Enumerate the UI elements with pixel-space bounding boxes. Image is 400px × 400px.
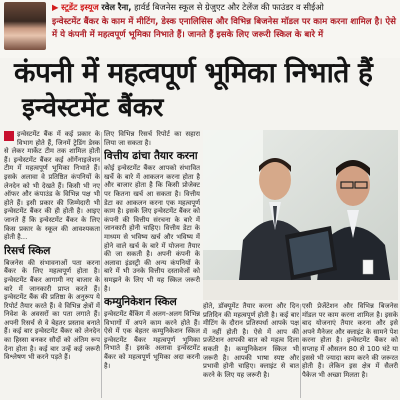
author-photo [4, 2, 46, 50]
article-column-1 [4, 130, 100, 400]
column-1-body: बिजनेस की संभावनाओं पता करना बैंकर के लिए महत्वपूर्ण होता है। इन्वेस्टमेंट बैंकर आगामी नए बाजार के बारे में जानकारी प्राप्त करते हैं। इन्वेस्टमेंट बैंक की प्रतिष्ठा के अनुरूप ये रिपोर्ट तैयार करते हैं। वे विभिन्न क्षेत्रों में निवेश के अवसरों का पता लगाते हैं। अपनी रिसर्च से वे बेहतर प्रस्ताव बनाते हैं। कई बार इन्वेस्टमेंट बैंकर को लेनदेन का हिस्सा बनकर सौदों को अंतिम रूप देना होता है। कई बार उन्हें कई जरूरी विश्लेषण भी करने पड़ते हैं। [4, 258, 100, 362]
byline [52, 2, 396, 12]
section-heading-financial: वित्तीय ढांचा तैयार करना [104, 150, 198, 163]
column-divider [300, 304, 301, 398]
column-2-body: कोई इन्वेस्टमेंट बैंकर आपको संभावित खर्चे के बारे में आकलन करना होता है और बाजार होता है कि किसी प्रोजेक्ट पर कितना खर्च आ सकता है। वित्तीय डेटा का आकलन करना एक महत्वपूर्ण काम है। इसके लिए इन्वेस्टमेंट बैंकर को कंपनी की वित्तीय संरचना के बारे में जानकारी होनी चाहिए। वित्तीय डेटा के माध्यम से भविष्य खर्च और भविष्य में होने वाले खर्च के बारे में योजना तैयार की जा सकती है। अपनी कंपनी के अलावा इंडस्ट्री की अन्य कंपनियों के बारे में भी उनके वित्तीय दस्तावेजों को समझने के लिए भी यह स्किल जरूरी है। [104, 164, 200, 293]
article-photo [203, 130, 398, 300]
column-2-body-2: इन्वेस्टमेंट बैंकिंग में अलग-अलग विभिन्न विभागों में अपने काम करने होते हैं। ऐसे में एक बेहतर कम्युनिकेशन स्किल इन्वेस्टमेंट बैंकर महत्वपूर्ण भूमिका निभाते हैं। इसके अलावा इन्वेस्टमेंट बैंकर को महत्वपूर्ण भूमिका अदा करनी है। [104, 310, 200, 370]
column-divider [101, 132, 102, 398]
column-4-body: एसी प्रेजेंटेशन और विभिन्न बिजनेस मॉडल पर काम करना शामिल है। इसके बाद योजनाएं तैयार करना और इसे अपने मैनेजर और क्लाइंट के सामने पेश करना होता है। इन्वेस्टमेंट बैंकर को सप्ताह में औसतन 80 से 100 घंटे या इससे भी ज्यादा काम करने की जरूरत होती है। लेकिन इस क्षेत्र में सैलरी पैकेज भी अच्छा मिलता है। [302, 302, 398, 379]
arrow-icon: ▶ [52, 2, 59, 12]
headline: कंपनी में महत्वपूर्ण भूमिका निभाते हैं [14, 56, 373, 89]
column-brand: स्टूडेंट इस्यूज [61, 2, 99, 12]
author-role: हार्वर्ड बिजनेस स्कूल से ग्रेजुएट और टेलेंज की फाउंडर व सीईओ [134, 2, 324, 12]
article-column-4 [302, 302, 398, 400]
article-column-2 [104, 130, 200, 400]
subheadline: इन्वेस्टमेंट बैंकर [22, 93, 164, 123]
red-square-icon [4, 131, 14, 141]
column-3-body: होते, डॉक्यूमेंट तैयार करना और दिन प्रतिदिन की महत्वपूर्ण होती है। कई बार मीटिंग के दौरान प्रतिस्पर्धा आपके पक्ष में नहीं होती है। ऐसे में आप की प्रजेंटेशन आपकी बात को महत्व दिला सकती है। कम्युनिकेशन स्किल भी जरूरी है। आपकी भाषा स्पष्ट और प्रभावी होनी चाहिए। क्लाइंट से बात करने के लिए यह जरूरी है। [203, 302, 299, 379]
column-1-lead: इन्वेस्टमेंट बैंक में कई प्रकार के विभाग होते हैं, जिनमें ट्रेडिंग डेस्क से लेकर मार्केट टीम तक शामिल होती हैं। इन्वेस्टमेंट बैंकर कई ऑर्गेनाइजेशन टीम में महत्वपूर्ण भूमिका निभाते हैं। इसके अलावा वे प्रतिष्ठित कंपनियों के लेनदेन को भी देखते हैं। किसी भी नए ऑफर और कंपाउंड के विभिन्न पक्ष भी होते हैं। इसी प्रकार की जिम्मेदारी भी इन्वेस्टमेंट बैंकर की ही होती है। आइए जानते हैं कि इन्वेस्टमेंट बैंकर के लिए किस प्रकार के स्कूल की आवश्यकता होती है... [4, 130, 100, 242]
section-heading-communication: कम्युनिकेशन स्किल [104, 296, 177, 309]
article-column-3 [203, 302, 299, 400]
intro-text: इन्वेस्टमेंट बैंकर के काम में मीटिंग, डेस्क एनालिसिस और विभिन्न बिजनेस मॉडल पर काम करना शामिल है। ऐसे में ये कंपनी में महत्वपूर्ण भूमिका निभाते हैं। जानते हैं इसके लिए जरूरी स्किल के बारे में [52, 17, 396, 40]
column-2-lead: लिए विभिन्न रिसर्च रिपोर्ट का सहारा लिया जा सकता है। [104, 130, 200, 147]
section-heading-research: रिसर्च स्किल [4, 244, 51, 257]
author-name: रवेल रैना, [101, 2, 132, 12]
businessmen-photo [203, 130, 398, 300]
